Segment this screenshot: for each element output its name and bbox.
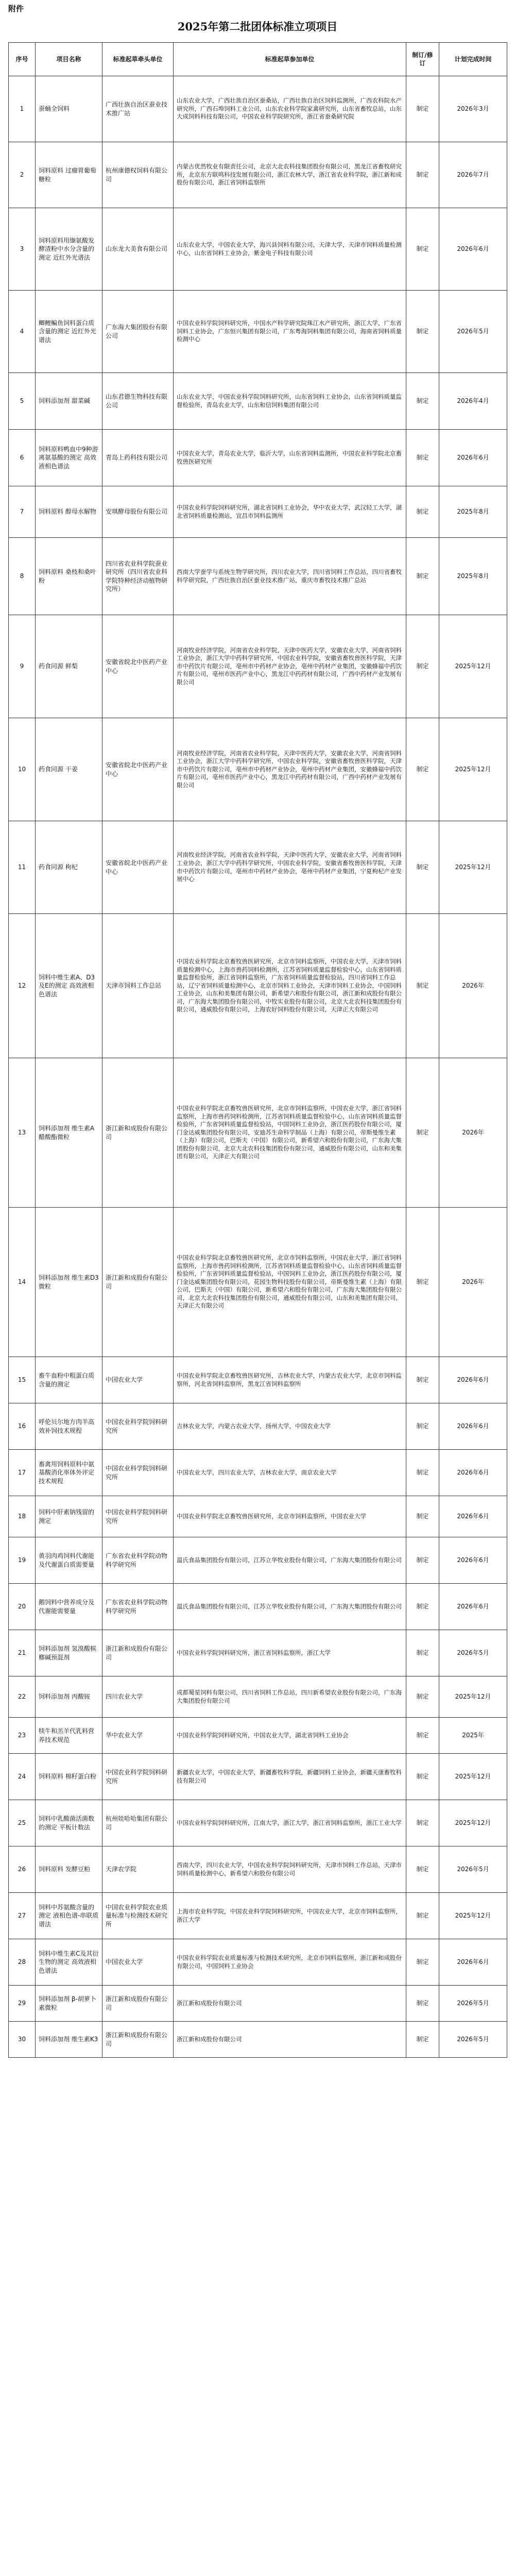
table-row bbox=[9, 430, 507, 486]
cell-index: 11 bbox=[9, 821, 36, 914]
cell-index: 15 bbox=[9, 1357, 36, 1403]
cell-lead-unit: 浙江新和成股份有限公司 bbox=[102, 1058, 174, 1208]
cell-project-name: 饲料原料鸭血中9种游离氨基酸的测定 高效液相色谱法 bbox=[36, 430, 102, 486]
cell-participants: 河南牧业经济学院，河南省农业科学院，天津中医药大学，安徽农业大学，河南省饲料工业协会，浙江大学中药科学研究所，中国农业科学院，安徽省畜牧兽医科学院，天津市中药饮片有限公司，亳州市中药材产业协会，亳州中药材产业集团，宁夏枸杞产业发展中心 bbox=[174, 821, 406, 914]
cell-project-name: 药食同源 鲜梨 bbox=[36, 615, 102, 718]
cell-lead-unit: 中国农业大学 bbox=[102, 1357, 174, 1403]
cell-index: 25 bbox=[9, 1800, 36, 1846]
cell-deadline: 2025年12月 bbox=[439, 1893, 507, 1939]
table-row bbox=[9, 1537, 507, 1584]
cell-type: 制定 bbox=[406, 1496, 439, 1537]
cell-index: 5 bbox=[9, 373, 36, 430]
cell-type: 制定 bbox=[406, 142, 439, 208]
cell-project-name: 饲料添加剂 氢溴酸槟榔碱预混剂 bbox=[36, 1630, 102, 1676]
col-header-project-name: 项目名称 bbox=[36, 43, 102, 76]
cell-deadline: 2026年5月 bbox=[439, 1846, 507, 1893]
cell-project-name: 饲料添加剂 甜菜碱 bbox=[36, 373, 102, 430]
cell-index: 6 bbox=[9, 430, 36, 486]
cell-type: 制定 bbox=[406, 718, 439, 821]
cell-lead-unit: 安徽省皖北中医药产业中心 bbox=[102, 821, 174, 914]
table-body bbox=[9, 76, 507, 2058]
cell-deadline: 2026年5月 bbox=[439, 2022, 507, 2058]
table-row bbox=[9, 1893, 507, 1939]
cell-type: 制定 bbox=[406, 615, 439, 718]
cell-project-name: 饲料中肝素钠残留的测定 bbox=[36, 1496, 102, 1537]
cell-deadline: 2026年7月 bbox=[439, 142, 507, 208]
cell-deadline: 2025年8月 bbox=[439, 486, 507, 538]
cell-project-name: 畜牛血粉中粗蛋白质含量的测定 bbox=[36, 1357, 102, 1403]
cell-index: 12 bbox=[9, 914, 36, 1058]
cell-project-name: 饲料添加剂 维生素D3微粒 bbox=[36, 1208, 102, 1357]
cell-type: 制定 bbox=[406, 2022, 439, 2058]
cell-participants: 中国农业科学院北京畜牧兽医研究所，吉林农业大学，内蒙古农业大学，北京市饲料监察所，河北省饲料监察所，黑龙江省饲料监察所 bbox=[174, 1357, 406, 1403]
cell-participants: 山东农业大学，中国农业大学，海兴县饲料有限公司，天津大学，天津市饲料质量检测中心，山东省饲料工业协会，紫金电子科技有限公司 bbox=[174, 208, 406, 291]
table-row bbox=[9, 373, 507, 430]
cell-deadline: 2026年6月 bbox=[439, 1496, 507, 1537]
cell-lead-unit: 山东龙大美食有限公司 bbox=[102, 208, 174, 291]
cell-index: 8 bbox=[9, 538, 36, 615]
cell-lead-unit: 安徽省皖北中医药产业中心 bbox=[102, 718, 174, 821]
table-row bbox=[9, 1058, 507, 1208]
cell-index: 17 bbox=[9, 1450, 36, 1496]
table-row bbox=[9, 1846, 507, 1893]
cell-participants: 中国农业科学院北京畜牧兽医研究所，北京市饲料监察所，中国农业大学，浙江省饲料监察所，上海市兽药饲料检测所，江苏省饲料质量监督检验中心，山东省饲料质量监督检验所，广东省饲料质量监督检验站，中国饲料工业协会，浙江医药股份有限公司，厦门金达威集团股份有限公司，花园生物科技股份有限公司，帝斯曼维生素（上海）有限公司，巴斯夫（中国）有限公司，新希望六和股份有限公司，广东海大集团股份有限公司，北京大北农科技集团股份有限公司，通威股份有限公司，山东和美集团有限公司，天津正大有限公司 bbox=[174, 1208, 406, 1357]
cell-deadline: 2026年5月 bbox=[439, 1986, 507, 2022]
table-row bbox=[9, 1676, 507, 1718]
attachment-label: 附件 bbox=[8, 4, 24, 13]
cell-project-name: 饲料添加剂 丙酸铵 bbox=[36, 1676, 102, 1718]
table-row bbox=[9, 1939, 507, 1986]
cell-participants: 浙江新和成股份有限公司 bbox=[174, 1986, 406, 2022]
cell-participants: 内蒙古优然牧业有限责任公司，北京大北农科技集团股份有限公司，黑龙江省畜牧研究所，北京东方联鸣科技发展有限公司，浙江农林大学，浙江省农业科学院，浙江新和成股份有限公司，浙江省饲料监察所 bbox=[174, 142, 406, 208]
cell-lead-unit: 中国农业科学院饲料研究所 bbox=[102, 1496, 174, 1537]
table-row bbox=[9, 1450, 507, 1496]
cell-lead-unit: 广东海大集团股份有限公司 bbox=[102, 291, 174, 373]
cell-type: 制定 bbox=[406, 1676, 439, 1718]
cell-lead-unit: 中国农业大学 bbox=[102, 1939, 174, 1986]
cell-index: 21 bbox=[9, 1630, 36, 1676]
cell-type: 制定 bbox=[406, 430, 439, 486]
cell-lead-unit: 杭州康德权饲料有限公司 bbox=[102, 142, 174, 208]
cell-index: 7 bbox=[9, 486, 36, 538]
table-row bbox=[9, 1754, 507, 1800]
table-row bbox=[9, 1357, 507, 1403]
cell-index: 23 bbox=[9, 1718, 36, 1754]
table-row bbox=[9, 1403, 507, 1450]
cell-participants: 中国农业大学，四川农业大学，吉林农业大学，南京农业大学 bbox=[174, 1450, 406, 1496]
cell-participants: 山东农业大学，中国农业科学院饲料研究所，山东省饲料工业协会，山东省饲料质量监督检验所，青岛农业大学，山东和信饲料集团有限公司 bbox=[174, 373, 406, 430]
cell-index: 24 bbox=[9, 1754, 36, 1800]
cell-lead-unit: 广东省农业科学院动物科学研究所 bbox=[102, 1584, 174, 1630]
cell-lead-unit: 天津市饲料工作总站 bbox=[102, 914, 174, 1058]
cell-participants: 西南大学，四川农业大学，中国农业科学院饲料研究所，天津市饲料工作总站，天津市饲料质量检测中心，新希望六和股份有限公司 bbox=[174, 1846, 406, 1893]
cell-type: 制定 bbox=[406, 1754, 439, 1800]
cell-type: 制定 bbox=[406, 486, 439, 538]
cell-participants: 中国农业科学院北京畜牧兽医研究所，北京市饲料监察所，中国农业大学 bbox=[174, 1496, 406, 1537]
cell-participants: 成都蜀星饲料有限公司，四川省饲料工作总站，四川新希望农业股份有限公司，广东海大集团股份有限公司 bbox=[174, 1676, 406, 1718]
cell-project-name: 饲料添加剂 维生素A醋酸酯微粒 bbox=[36, 1058, 102, 1208]
cell-lead-unit: 浙江新和成股份有限公司 bbox=[102, 1630, 174, 1676]
cell-deadline: 2026年 bbox=[439, 1208, 507, 1357]
cell-participants: 中国农业科学院北京畜牧兽医研究所，北京市饲料监察所，中国农业大学，浙江省饲料监察所，上海市兽药饲料检测所，江苏省饲料质量监督检验中心，山东省饲料质量监督检验所，广东省饲料质量监督检验站，中国饲料工业协会，浙江医药股份有限公司，厦门金达威集团股份有限公司，安迪苏生命科学制品（上海）有限公司，帝斯曼维生素（上海）有限公司，巴斯夫（中国）有限公司，新希望六和股份有限公司，广东海大集团股份有限公司，北京大北农科技集团股份有限公司，通威股份有限公司，山东和美集团有限公司，天津正大有限公司 bbox=[174, 1058, 406, 1208]
cell-index: 19 bbox=[9, 1537, 36, 1584]
cell-project-name: 药食同源 干姜 bbox=[36, 718, 102, 821]
cell-deadline: 2026年6月 bbox=[439, 1939, 507, 1986]
cell-lead-unit: 中国农业科学院饲料研究所 bbox=[102, 1450, 174, 1496]
cell-participants: 中国农业科学院饲料研究所，浙江省饲料监察所，浙江大学 bbox=[174, 1630, 406, 1676]
cell-lead-unit: 山东君德生物科技有限公司 bbox=[102, 373, 174, 430]
cell-project-name: 呼伦贝尔地方肉羊高效补饲技术规程 bbox=[36, 1403, 102, 1450]
cell-index: 29 bbox=[9, 1986, 36, 2022]
cell-type: 制定 bbox=[406, 1893, 439, 1939]
table-row bbox=[9, 914, 507, 1058]
table-row bbox=[9, 538, 507, 615]
cell-type: 制定 bbox=[406, 1537, 439, 1584]
cell-index: 3 bbox=[9, 208, 36, 291]
cell-participants: 中国农业科学院饲料研究所，湖北省饲料工业协会，华中农业大学，武汉轻工大学，湖北省饲料质量检测站，宜昌市饲料监测所 bbox=[174, 486, 406, 538]
cell-type: 制定 bbox=[406, 1357, 439, 1403]
table-header-row bbox=[9, 43, 507, 76]
cell-index: 10 bbox=[9, 718, 36, 821]
cell-type: 制定 bbox=[406, 538, 439, 615]
cell-type: 制定 bbox=[406, 1939, 439, 1986]
cell-index: 27 bbox=[9, 1893, 36, 1939]
cell-index: 13 bbox=[9, 1058, 36, 1208]
cell-deadline: 2025年12月 bbox=[439, 1800, 507, 1846]
cell-lead-unit: 杭州娃哈哈集团有限公司 bbox=[102, 1800, 174, 1846]
cell-project-name: 饲料添加剂 维生素K3 bbox=[36, 2022, 102, 2058]
cell-deadline: 2026年3月 bbox=[439, 76, 507, 142]
cell-deadline: 2025年12月 bbox=[439, 821, 507, 914]
standards-table bbox=[8, 42, 507, 2058]
col-header-type: 制订/修订 bbox=[406, 43, 439, 76]
cell-lead-unit: 浙江新和成股份有限公司 bbox=[102, 1208, 174, 1357]
cell-index: 4 bbox=[9, 291, 36, 373]
cell-project-name: 饲料原料 桑枝和桑叶粉 bbox=[36, 538, 102, 615]
table-row bbox=[9, 1800, 507, 1846]
cell-lead-unit: 浙江新和成股份有限公司 bbox=[102, 2022, 174, 2058]
cell-index: 26 bbox=[9, 1846, 36, 1893]
cell-deadline: 2025年12月 bbox=[439, 1754, 507, 1800]
cell-type: 制定 bbox=[406, 291, 439, 373]
cell-deadline: 2026年5月 bbox=[439, 1630, 507, 1676]
cell-type: 制定 bbox=[406, 1450, 439, 1496]
cell-deadline: 2026年 bbox=[439, 914, 507, 1058]
cell-deadline: 2026年 bbox=[439, 1058, 507, 1208]
cell-index: 1 bbox=[9, 76, 36, 142]
cell-project-name: 饲料原料 发酵豆粕 bbox=[36, 1846, 102, 1893]
cell-deadline: 2026年4月 bbox=[439, 373, 507, 430]
cell-deadline: 2025年12月 bbox=[439, 1676, 507, 1718]
cell-deadline: 2025年 bbox=[439, 1718, 507, 1754]
cell-type: 制定 bbox=[406, 1986, 439, 2022]
table-row bbox=[9, 76, 507, 142]
cell-type: 制定 bbox=[406, 1208, 439, 1357]
table-row bbox=[9, 208, 507, 291]
cell-type: 制定 bbox=[406, 1718, 439, 1754]
cell-project-name: 畜禽用饲料原料中氨基酸消化率体外评定技术规程 bbox=[36, 1450, 102, 1496]
cell-index: 22 bbox=[9, 1676, 36, 1718]
table-row bbox=[9, 486, 507, 538]
table-row bbox=[9, 1584, 507, 1630]
table-row bbox=[9, 1986, 507, 2022]
cell-lead-unit: 中国农业科学院饲料研究所 bbox=[102, 1754, 174, 1800]
cell-participants: 河南牧业经济学院，河南省农业科学院，天津中医药大学，安徽农业大学，河南省饲料工业协会，浙江大学中药科学研究所，中国农业科学院，安徽省畜牧兽医科学院，天津市中药饮片有限公司，亳州市中药材产业协会，亳州中药材产业集团，安徽蜂福中药饮片有限公司，亳州市医药产业中心，黑龙江中药药材有限公司，广西中药材产业发展有限公司 bbox=[174, 615, 406, 718]
cell-project-name: 饲料原料 醇母水解物 bbox=[36, 486, 102, 538]
cell-participants: 温氏食品集团股份有限公司，江苏立华牧业股份有限公司，广东海大集团股份有限公司 bbox=[174, 1584, 406, 1630]
col-header-deadline: 计划完成时间 bbox=[439, 43, 507, 76]
cell-lead-unit: 华中农业大学 bbox=[102, 1718, 174, 1754]
cell-index: 20 bbox=[9, 1584, 36, 1630]
cell-lead-unit: 广西壮族自治区蚕业技术推广站 bbox=[102, 76, 174, 142]
cell-lead-unit: 安琪酵母股份有限公司 bbox=[102, 486, 174, 538]
cell-index: 2 bbox=[9, 142, 36, 208]
table-row bbox=[9, 1496, 507, 1537]
cell-participants: 中国农业大学，青岛农业大学，临沂大学，山东省饲料监测所，中国农业科学院北京畜牧兽医研究所 bbox=[174, 430, 406, 486]
cell-project-name: 饲料原料 过瘤胃葡萄糖粒 bbox=[36, 142, 102, 208]
col-header-participants: 标准起草参加单位 bbox=[174, 43, 406, 76]
col-header-lead-unit: 标准起草牵头单位 bbox=[102, 43, 174, 76]
col-header-index: 序号 bbox=[9, 43, 36, 76]
cell-index: 30 bbox=[9, 2022, 36, 2058]
cell-project-name: 鲫鲤鳊鱼饲料蛋白质含量的测定 近红外光谱法 bbox=[36, 291, 102, 373]
cell-participants: 浙江新和成股份有限公司 bbox=[174, 2022, 406, 2058]
cell-deadline: 2026年6月 bbox=[439, 430, 507, 486]
cell-lead-unit: 中国农业科学院饲料研究所 bbox=[102, 1403, 174, 1450]
cell-participants: 上海市农业科学院，中国农业科学院饲料研究所，中国农业大学，北京市饲料监察所，浙江大学 bbox=[174, 1893, 406, 1939]
cell-participants: 新疆农业大学，中国农业大学，新疆畜牧科学院，新疆饲料工业协会，新疆天康畜牧科技有限公司 bbox=[174, 1754, 406, 1800]
table-row bbox=[9, 1208, 507, 1357]
cell-participants: 中国农业科学院饲料研究所，江南大学，浙江大学，浙江省饲料监察所，浙江工业大学 bbox=[174, 1800, 406, 1846]
cell-participants: 西南大学蚕学与系统生物学研究所，四川农业大学，四川省饲料工作总站，四川省畜牧科学研究院，广西壮族自治区蚕业技术推广站，重庆市畜牧技术推广总站 bbox=[174, 538, 406, 615]
cell-project-name: 黄羽肉鸡饲料代谢能及代谢蛋白质需要量 bbox=[36, 1537, 102, 1584]
cell-project-name: 饲料中维生素A、D3及E的测定 高效液相色谱法 bbox=[36, 914, 102, 1058]
cell-lead-unit: 广东省农业科学院动物科学研究所 bbox=[102, 1537, 174, 1584]
cell-deadline: 2026年5月 bbox=[439, 291, 507, 373]
cell-project-name: 饲料原料用缬氨酸发酵渣粉中水分含量的测定 近红外光谱法 bbox=[36, 208, 102, 291]
cell-index: 28 bbox=[9, 1939, 36, 1986]
cell-lead-unit: 四川农业大学 bbox=[102, 1676, 174, 1718]
table-row bbox=[9, 615, 507, 718]
cell-index: 9 bbox=[9, 615, 36, 718]
page-title: 2025年第二批团体标准立项项目 bbox=[177, 20, 338, 33]
cell-participants: 河南牧业经济学院，河南省农业科学院，天津中医药大学，安徽农业大学，河南省饲料工业协会，浙江大学中药科学研究所，中国农业科学院，安徽省畜牧兽医科学院，天津市中药饮片有限公司，亳州市中药材产业协会，亳州中药材产业集团，安徽蜂福中药饮片有限公司，亳州市医药产业中心，黑龙江中药药材有限公司，广西中药材产业发展有限公司 bbox=[174, 718, 406, 821]
cell-type: 制定 bbox=[406, 821, 439, 914]
cell-type: 制定 bbox=[406, 373, 439, 430]
cell-deadline: 2026年6月 bbox=[439, 1537, 507, 1584]
cell-deadline: 2025年12月 bbox=[439, 718, 507, 821]
cell-project-name: 饲料中苏氨酸含量的测定 液相色谱-串联质谱法 bbox=[36, 1893, 102, 1939]
table-row bbox=[9, 142, 507, 208]
cell-deadline: 2026年6月 bbox=[439, 1450, 507, 1496]
cell-index: 14 bbox=[9, 1208, 36, 1357]
cell-project-name: 饲料中乳酸菌活菌数的测定 平板计数法 bbox=[36, 1800, 102, 1846]
cell-participants: 中国农业科学院北京畜牧兽医研究所，北京市饲料监察所，中国农业大学，天津市饲料质量检测中心，上海市兽药饲料检测所，江苏省饲料质量监督检验中心，山东省饲料质量监督检验所，浙江省饲料监察所，广东省饲料质量监督检验站，四川省饲料工作总站，辽宁省饲料质量检测中心，北京市饲料工业协会，天津市饲料工业协会，中国饲料工业协会，山东和美集团有限公司，新希望六和股份有限公司，浙江新和成股份有限公司，广东海大集团股份有限公司，中牧实业股份有限公司，北京大北农科技集团股份有限公司，通威股份有限公司，上海农好饲料股份有限公司，天津正大有限公司 bbox=[174, 914, 406, 1058]
cell-participants: 温氏食品集团股份有限公司，江苏立华牧业股份有限公司，广东海大集团股份有限公司 bbox=[174, 1537, 406, 1584]
cell-participants: 山东农业大学，广西壮族自治区蚕桑站，广西壮族自治区饲料监测所，广西农科院水产研究所，广西石埠饲料工业公司，山东农业科学院家禽研究所，山东省畜牧总站，山东大成饲料科技有限公司，中国农业科学院研究所，浙江省蚕桑研究院 bbox=[174, 76, 406, 142]
cell-lead-unit: 天津农学院 bbox=[102, 1846, 174, 1893]
cell-project-name: 药食同源 枸杞 bbox=[36, 821, 102, 914]
cell-project-name: 饲料原料 棉籽蛋白粉 bbox=[36, 1754, 102, 1800]
cell-project-name: 鹅饲料中营养成分及代谢能需要量 bbox=[36, 1584, 102, 1630]
cell-lead-unit: 中国农业科学院农业质量标准与检测技术研究所 bbox=[102, 1893, 174, 1939]
table-row bbox=[9, 1718, 507, 1754]
cell-type: 制定 bbox=[406, 1800, 439, 1846]
cell-type: 制定 bbox=[406, 1846, 439, 1893]
cell-index: 18 bbox=[9, 1496, 36, 1537]
cell-participants: 中国农业科学院农业质量标准与检测技术研究所，北京市饲料监察所，浙江新和成股份有限公司，中国饲料工业协会 bbox=[174, 1939, 406, 1986]
table-row bbox=[9, 291, 507, 373]
cell-type: 制定 bbox=[406, 76, 439, 142]
cell-deadline: 2026年6月 bbox=[439, 1403, 507, 1450]
cell-project-name: 犊牛和羔羊代乳料营养技术规范 bbox=[36, 1718, 102, 1754]
table-row bbox=[9, 821, 507, 914]
cell-deadline: 2026年6月 bbox=[439, 1357, 507, 1403]
cell-participants: 吉林农业大学，内蒙古农业大学，扬州大学，中国农业大学 bbox=[174, 1403, 406, 1450]
cell-type: 制定 bbox=[406, 1584, 439, 1630]
cell-type: 制定 bbox=[406, 914, 439, 1058]
cell-lead-unit: 安徽省皖北中医药产业中心 bbox=[102, 615, 174, 718]
cell-project-name: 蚕蛹全饲料 bbox=[36, 76, 102, 142]
cell-type: 制定 bbox=[406, 1403, 439, 1450]
table-row bbox=[9, 718, 507, 821]
cell-lead-unit: 四川省农业科学院蚕业研究所（四川省农业科学院特种经济动植物研究所） bbox=[102, 538, 174, 615]
table-row bbox=[9, 1630, 507, 1676]
cell-type: 制定 bbox=[406, 1058, 439, 1208]
cell-project-name: 饲料中维生素C及其衍生物的测定 高效液相色谱法 bbox=[36, 1939, 102, 1986]
cell-index: 16 bbox=[9, 1403, 36, 1450]
cell-participants: 中国农业科学院饲料研究所，中国水产科学研究院珠江水产研究所，浙江大学，广东省饲料工业协会，广东恒兴集团有限公司，广东粤海饲料集团有限公司，海南省饲料质量检测中心 bbox=[174, 291, 406, 373]
cell-type: 制定 bbox=[406, 208, 439, 291]
table-row bbox=[9, 2022, 507, 2058]
cell-type: 制定 bbox=[406, 1630, 439, 1676]
cell-lead-unit: 浙江新和成股份有限公司 bbox=[102, 1986, 174, 2022]
cell-deadline: 2025年12月 bbox=[439, 615, 507, 718]
cell-project-name: 饲料添加剂 β-胡萝卜素微粒 bbox=[36, 1986, 102, 2022]
cell-deadline: 2026年6月 bbox=[439, 1584, 507, 1630]
cell-deadline: 2025年8月 bbox=[439, 538, 507, 615]
cell-participants: 中国农业科学院饲料研究所，中国农业大学，湖北省饲料工业协会 bbox=[174, 1718, 406, 1754]
cell-lead-unit: 青岛上药科技有限公司 bbox=[102, 430, 174, 486]
cell-deadline: 2026年6月 bbox=[439, 208, 507, 291]
